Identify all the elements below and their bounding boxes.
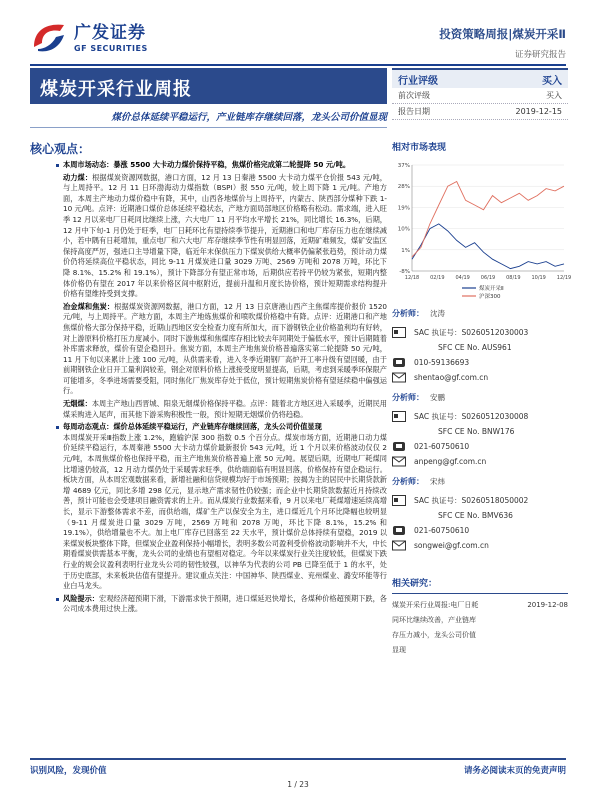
rating-header-label: 行业评级 (398, 75, 438, 87)
y-tick-label: 28% (397, 184, 410, 191)
related-item (392, 628, 568, 643)
y-tick-label: 37% (397, 163, 410, 169)
analyst-name: 安鹏 (430, 393, 445, 402)
core-paragraph (56, 433, 387, 592)
footer-slogan: 识别风险，发现价值 (30, 766, 107, 776)
rating-box (392, 68, 568, 120)
page-footer (30, 758, 566, 788)
series-line (412, 224, 564, 269)
analyst-label: 分析师： (392, 477, 424, 486)
rating-row-value: 买入 (546, 91, 562, 100)
gf-logo-icon (30, 19, 68, 53)
page-subtitle: 煤价总体延续平稳运行，产业链库存继续回落，龙头公司价值显现 (111, 112, 387, 123)
footer-disclaimer: 请务必阅读末页的免责声明 (463, 766, 566, 776)
analyst-sac: SAC 执证号：S0260512030003 (414, 328, 529, 337)
analyst-sfc: SFC CE No. AUS961 (438, 343, 512, 352)
paragraph-heading: 每周动态观点：煤价总体延续平稳运行，产业链库存继续回落，龙头公司价值显现 (63, 422, 322, 432)
paragraph-heading: 本周市场动态：暴涨 5500 大卡动力煤价保持平稳，焦煤价格完成第二轮提降 50 元/吨。 (63, 160, 351, 169)
rating-row (392, 88, 568, 104)
footer-divider (30, 758, 566, 760)
paragraph-text: 本周煤炭开采Ⅲ指数上涨 1.2%，跑输沪深 300 指数 0.5 个百分点。煤炭市场方面，近期港口动力煤价延续平稳运行，本周秦港 5500 大卡动力煤价最新报价 543 元/吨，近 1 个月以来价格波动仅仅 2 元/吨，本周焦煤价格也保持平稳，而主产地焦炭价格普遍上涨 50 元/吨。展望后期，近期电厂耗煤同比增速仍较高，12 月动力煤仍处于采暖需求旺季，供给端面临有明显回落，价格保持有望企稳运行。板块方面，从本周宏观数据来看，新增社融和信贷规模均好于市场预期；按揭为主的居民中长期贷款新增 4689 亿元，同比多增 298 亿元，显示地产需求韧性仍较强；而企业中长期贷款数据近月持续改善，预计可能也会受建项目融资需求的上升。而从煤炭行业数据来看，9 月以来电厂耗煤增速延续高增长，显示下游整体需求不差，而供给端，煤矿生产以保安全为主，进口煤近几个月环比降幅也较明显（9-11 月煤炭进口量 3029 万吨，2569 万吨和 2078 万吨，环比下降 8.1%，15.2% 和 19.1%），供给增量也不大。加上电厂库存已回落至 22 天水平，预计煤价总体持续有望稳，2019 以来煤炭板块整体下降，但煤炭企业盈利保持小幅增长，表明多数公司盈利受价格波动影响并不大，中长期看煤炭供需基本平衡，龙头公司的业绩也有望相对稳定。今年以来煤炭行业关注度较低，但煤炭下跌行业的规会议盈利表明行业龙头公司的韧性较强，以神华为代表的公司 PB 已降至低于 1 的水平，处于历史底部，未来板块估值有望提升。建议重点关注：中国神华、陕西煤业、兖州煤业、潞安环能等行业白马龙头。 (63, 432, 387, 591)
title-bar (30, 68, 387, 104)
paragraph-heading: 无烟煤： (63, 399, 92, 409)
analyst-name: 宋炜 (430, 477, 445, 486)
related-item (392, 613, 568, 628)
core-paragraph (56, 302, 387, 397)
core-paragraph (56, 594, 387, 615)
legend-label: 沪深300 (479, 294, 501, 300)
core-views-body (56, 160, 387, 615)
related-item (392, 643, 568, 658)
x-tick-label: 06/19 (480, 275, 496, 281)
core-views-title: 核心观点： (30, 142, 91, 156)
analyst-sfc: SFC CE No. BMV636 (438, 511, 513, 520)
x-tick-label: 04/19 (455, 275, 470, 281)
bullet-icon (56, 426, 59, 429)
paragraph-heading: 风险提示： (63, 593, 99, 603)
rating-header-value: 买入 (542, 75, 562, 87)
analyst-phone: 021-60750610 (414, 442, 470, 451)
logo-en-text: GF SECURITIES (74, 44, 148, 53)
related-item-text: 存压力减小，龙头公司价值 (392, 631, 476, 639)
paragraph-heading: 动力煤： (63, 172, 93, 182)
paragraph-text: 根据煤炭资源网数据，港口方面，12 月 13 日秦港 5500 大卡动力煤平仓价报 543 元/吨，与上周持平。12 月 11 日环渤海动力煤指数（BSPI）报 550 元/吨，较上周下降 1 元/吨。产地方面，本周主产地动力煤价稳中有降，其中，山西各地煤价与上周持平，内蒙古、陕西部分煤种下跌 1-10 元/吨。点评：近期港口煤价总体延续平稳状态，产地方面局部地区价格略有松动。需求端，进入旺季 12 月以来电厂日耗同比继续上涨，六大电厂 11 月平均水平增长 21%，同比增长 16.3%，后期，12 月中下旬-1 月仍处于旺季，电厂日耗环比有望持续季节提升，近期港口和电厂库存压力也在继续减小，若中隅有日耗增加，重点电厂和六大电厂库存继续季节性有明显回落，近期矿难频发，煤矿安监区保持高度严厉，强进口主导增量下降，临近年末保供压力下煤炭供给大概率仍偏紧张趋势，预计动力煤价仍将延续高位平稳状态，同比 9-11 月煤炭进口量 3029 万吨、2569 万吨和 2078 万吨，环比下降 8.1%、15.2% 和 19.1%），预计下降部分有望正常市场，后期供应若持平仍较为紧张，短期内整体价格仍有望在 2017 年以来价格区间中枢附近，提前升温和月度长协价格，预计短期需求结构提升价格有望维持受到支撑。 (63, 172, 387, 299)
core-paragraph (56, 160, 387, 171)
analyst-label: 分析师： (392, 393, 424, 402)
page-title: 煤炭开采行业周报 (40, 79, 192, 100)
rating-row (392, 104, 568, 120)
email-icon (392, 540, 406, 551)
analyst-block (392, 474, 568, 553)
id-card-icon (392, 411, 406, 422)
market-title: 相对市场表现 (392, 143, 447, 153)
paragraph-text: 宏观经济超预期下滑，下游需求快于预期，进口煤延迟快增长，各煤种价格超预期下跌，各公司成本费用过快上涨。 (63, 593, 387, 614)
page-header (0, 0, 600, 72)
header-divider (30, 64, 566, 66)
x-tick-label: 10/19 (531, 275, 546, 281)
analyst-block (392, 306, 568, 385)
id-card-icon (392, 495, 406, 506)
core-paragraph (56, 173, 387, 300)
paragraph-text: 本周主产地山西晋城、阳泉无烟煤价格保持平稳。点评：随着北方地区进入采暖季，近期民用煤采购进入尾声，而其他下游采购积极性一般，预计短期无烟煤价仍将趋稳。 (63, 399, 387, 419)
series-line (412, 182, 564, 257)
related-item[interactable] (392, 598, 568, 613)
y-tick-label: -8% (399, 269, 410, 275)
y-tick-label: 10% (397, 226, 410, 233)
company-logo (30, 18, 148, 53)
x-tick-label: 12/18 (404, 275, 420, 281)
logo-cn-text: 广发证券 (74, 23, 146, 43)
rating-row-label: 报告日期 (398, 107, 430, 116)
analyst-sac: SAC 执证号：S0260518050002 (414, 496, 529, 505)
analyst-block (392, 390, 568, 469)
id-card-icon (392, 327, 406, 338)
email-icon (392, 372, 406, 383)
related-research (392, 576, 568, 658)
x-tick-label: 08/19 (506, 275, 521, 281)
market-chart (392, 159, 572, 313)
paragraph-heading: 冶金煤和焦炭： (63, 301, 115, 311)
related-title: 相关研究： (392, 576, 568, 594)
paragraph-text: 根据煤炭资源网数据，港口方面，12 月 13 日京唐港山西产主焦煤库提价报价 1520 元/吨，与上周持平。产地方面，本周主产地炼焦煤价和喷吹煤价格稳中有降。点评：近期港口和产地焦煤价格大部分保持平稳，近期山西地区安全检查力度有所加大，而下游钢铁企业价格盈利均有好转，对上游原料价格打压力度减小。同时下游焦煤和焦煤库存相比较去年同期处于偏低水平，预计后期随着补库需求释放，煤价有望企稳回升。焦炭方面，本周主产地焦炭价格普遍落实第二轮提降 50 元/吨，11 月下旬以来累计上涨 100 元/吨，从供需来看，进入冬季近期钢厂高炉开工率升级有望回暖，由于前期钢铁企业日开工量利润较差，钢企对原料价格上涨接受度明显提高，后期，考虑到采暖季环保限产可能增多，冬季进场需要受阻，同时焦化厂焦炭库存处于低位，预计短期焦炭价格有望延续稳中偏强运行。 (63, 301, 387, 396)
related-item-text: 同环比继续改善，产业链库 (392, 616, 476, 624)
related-item-date: 2019-12-08 (527, 601, 568, 609)
page-number: 1 / 23 (287, 780, 309, 789)
report-type: 投资策略周报|煤炭开采Ⅱ (439, 27, 566, 41)
analyst-email: shentao@gf.com.cn (414, 373, 489, 382)
analyst-email: songwei@gf.com.cn (414, 541, 489, 550)
rating-row-value: 2019-12-15 (515, 107, 562, 116)
rating-row-label: 前次评级 (398, 91, 430, 100)
core-paragraph (56, 399, 387, 420)
analyst-name: 沈涛 (430, 309, 445, 318)
analyst-phone: 010-59136693 (414, 358, 470, 367)
phone-icon (392, 441, 406, 452)
legend-label: 煤炭开采Ⅱ (479, 286, 504, 292)
phone-icon (392, 525, 406, 536)
phone-icon (392, 357, 406, 368)
market-performance (392, 140, 572, 313)
core-paragraph (56, 422, 387, 433)
report-sub: 证券研究报告 (514, 50, 566, 60)
y-tick-label: 1% (401, 247, 410, 254)
related-item-text: 显现 (392, 646, 406, 654)
x-tick-label: 12/19 (556, 275, 572, 281)
analyst-label: 分析师： (392, 309, 424, 318)
analyst-email: anpeng@gf.com.cn (414, 457, 487, 466)
email-icon (392, 456, 406, 467)
subtitle-divider (30, 127, 387, 128)
analyst-sac: SAC 执证号：S0260512030008 (414, 412, 529, 421)
market-chart-svg (392, 159, 572, 309)
bullet-icon (56, 598, 59, 601)
analyst-sfc: SFC CE No. BNW176 (438, 427, 515, 436)
x-tick-label: 02/19 (430, 275, 445, 281)
analyst-phone: 021-60750610 (414, 526, 470, 535)
y-tick-label: 19% (397, 205, 410, 212)
related-item-text[interactable]: 煤炭开采行业周报:电厂日耗 (392, 601, 479, 609)
rating-header (392, 68, 568, 88)
bullet-icon (56, 164, 59, 167)
